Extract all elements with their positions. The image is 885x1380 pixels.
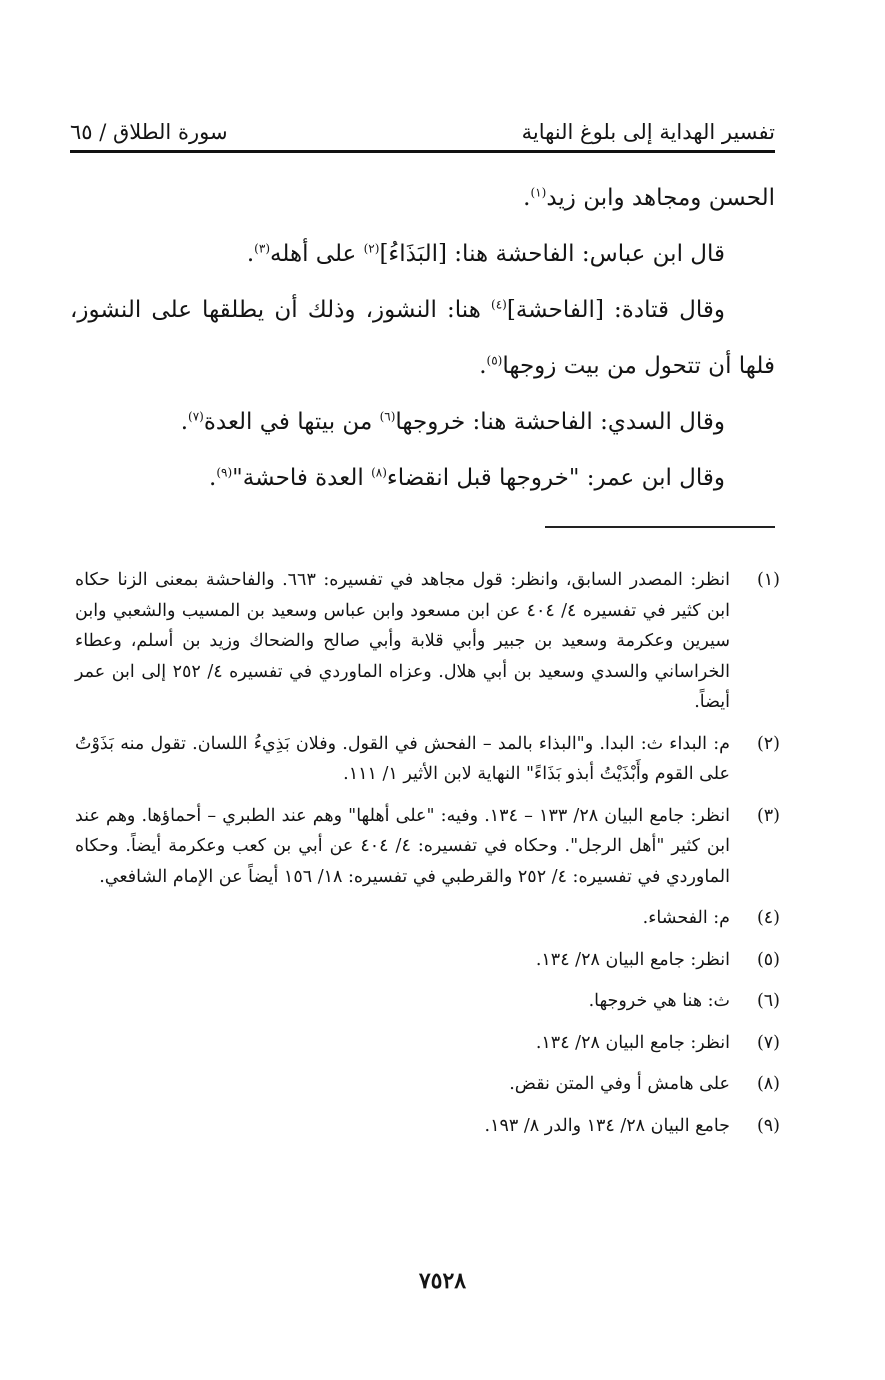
footnote-8: [75, 1069, 780, 1100]
footnote-number: (١): [756, 570, 780, 590]
footnote-separator: [545, 526, 775, 528]
footnote-ref: (٤): [491, 297, 507, 312]
main-line-2: قال ابن عباس: الفاحشة هنا: [البَذَاءُ]$^{(٢)}$ على أهله$^{(٣)}$.: [246, 241, 725, 267]
footnote-text: على هامش أ وفي المتن نقض.: [509, 1074, 730, 1094]
footnote-ref: (٦): [379, 409, 396, 424]
footnote-ref: (٩): [216, 465, 233, 480]
footnote-9: [75, 1111, 780, 1142]
footnote-ref: (٧): [188, 409, 204, 424]
footnote-number: (٩): [756, 1115, 780, 1136]
footnote-number: (٣): [756, 805, 780, 826]
footnote-5: [75, 945, 780, 976]
footnote-text: انظر: المصدر السابق، وانظر: قول مجاهد في تفسيره: ٦٦٣. والفاحشة بمعنى الزنا حكاه ابن كثير في تفسيره ٤/ ٤٠٤ عن ابن مسعود وابن عباس وسعيد بن المسيب والشعبي وابن سيرين وعكرمة وسعيد بن جبير وأبي قلابة وأبي صالح والضحاك وزيد بن أسلم، وعطاء الخراساني والسدي وسعيد بن أبي هلال. وعزاه الماوردي في تفسيره ٤/ ٢٥٢ إلى ابن عمر أيضاً.: [75, 570, 731, 712]
footnote-7: [75, 1028, 780, 1059]
footnote-4: [75, 903, 780, 934]
main-text: [70, 170, 775, 506]
page-number: ٧٥٢٨: [418, 1268, 467, 1294]
footnote-text: انظر: جامع البيان ٢٨/ ١٣٤.: [535, 1032, 730, 1053]
footnote-number: (٥): [756, 949, 780, 970]
footnote-ref: (١): [530, 185, 547, 200]
surah-page-label: سورة الطلاق / ٦٥: [70, 120, 228, 144]
footnote-text: انظر: جامع البيان ٢٨/ ١٣٣ – ١٣٤. وفيه: "على أهلها" وهم عند الطبري – أحماؤها. وهم عند ابن كثير "أهل الرجل". وحكاه في تفسيره: ٤/ ٤٠٤ عن أبي بن كعب وعكرمة أيضاً. وحكاه الماوردي في تفسيره: ٤/ ٢٥٢ والقرطبي في تفسيره: ١٨/ ١٥٦ أيضاً عن الإمام الشافعي.: [75, 805, 730, 887]
book-title: تفسير الهداية إلى بلوغ النهاية: [521, 120, 775, 144]
header-rule: [70, 150, 775, 153]
main-line-4: وقال السدي: الفاحشة هنا: خروجها$^{(٦)}$ من بيتها في العدة$^{(٧)}$.: [180, 409, 725, 435]
footnote-number: (٧): [756, 1032, 780, 1053]
main-line-1: الحسن ومجاهد وابن زيد$^{(١)}$.: [523, 185, 775, 211]
footnote-text: م: البداء ث: البدا. و"البذاء بالمد – الفحش في القول. وفلان بَذِيءُ اللسان. تقول منه بَذَوْتُ على القوم وأَبْذَيْتُ أبذو بَذَاءً" النهاية لابن الأثير ١/ ١١١.: [75, 733, 730, 784]
running-header: [70, 108, 775, 144]
footnote-6: [75, 986, 780, 1017]
footnote-ref: (٢): [363, 241, 380, 256]
footnote-ref: (٥): [486, 353, 503, 368]
footnote-text: انظر: جامع البيان ٢٨/ ١٣٤.: [535, 949, 730, 970]
footnote-3: [75, 801, 780, 893]
footnote-ref: (٨): [371, 465, 387, 480]
footnote-2: [75, 729, 780, 790]
footnote-text: ث: هنا هي خروجها.: [588, 991, 730, 1011]
footnote-number: (٤): [756, 908, 780, 928]
footnote-number: (٨): [756, 1074, 780, 1094]
footnote-text: جامع البيان ٢٨/ ١٣٤ والدر ٨/ ١٩٣.: [484, 1115, 730, 1136]
footnotes: [75, 565, 780, 1152]
main-line-5: وقال ابن عمر: "خروجها قبل انقضاء$^{(٨)}$ العدة فاحشة"$^{(٩)}$.: [209, 465, 725, 491]
footnote-text: م: الفحشاء.: [642, 908, 730, 928]
footnote-ref: (٣): [254, 241, 270, 256]
footnote-number: (٢): [756, 733, 780, 754]
footnote-1: [75, 565, 780, 718]
footnote-number: (٦): [756, 991, 780, 1011]
main-line-3: وقال قتادة: [الفاحشة]$^{(٤)}$ هنا: النشوز، وذلك أن يطلقها على النشوز، فلها أن تتحول من بيت زوجها$^{(٥)}$.: [70, 297, 775, 379]
